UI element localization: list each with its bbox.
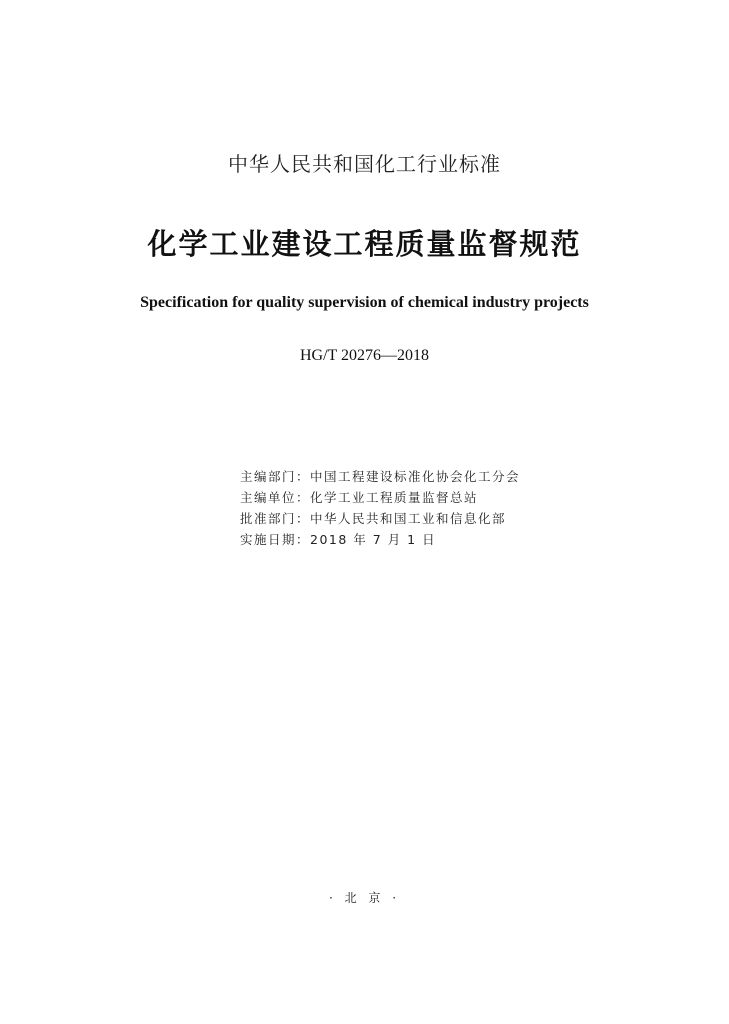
meta-row-approving-department: [240, 508, 660, 529]
meta-label: 主编单位：: [240, 490, 311, 505]
meta-label: 批准部门：: [240, 511, 311, 526]
standard-code: HG/T 20276—2018: [299, 347, 430, 364]
meta-label: 主编部门：: [240, 469, 311, 484]
meta-value: 中华人民共和国工业和信息化部: [310, 511, 507, 526]
publisher-location: · 北 京 ·: [328, 891, 401, 905]
meta-value: 化学工业工程质量监督总站: [310, 490, 479, 505]
meta-info-block: [240, 466, 660, 550]
document-title-cn: 化学工业建设工程质量监督规范: [147, 227, 582, 261]
meta-value: 2018 年 7 月 1 日: [310, 532, 437, 547]
standard-category: 中华人民共和国化工行业标准: [228, 152, 501, 176]
meta-value: 中国工程建设标准化协会化工分会: [310, 469, 521, 484]
meta-row-effective-date: [240, 529, 660, 550]
meta-row-chief-department: [240, 466, 660, 487]
document-title-en: Specification for quality supervision of chemical industry projects: [140, 294, 589, 311]
meta-row-chief-unit: [240, 487, 660, 508]
meta-label: 实施日期：: [240, 532, 311, 547]
